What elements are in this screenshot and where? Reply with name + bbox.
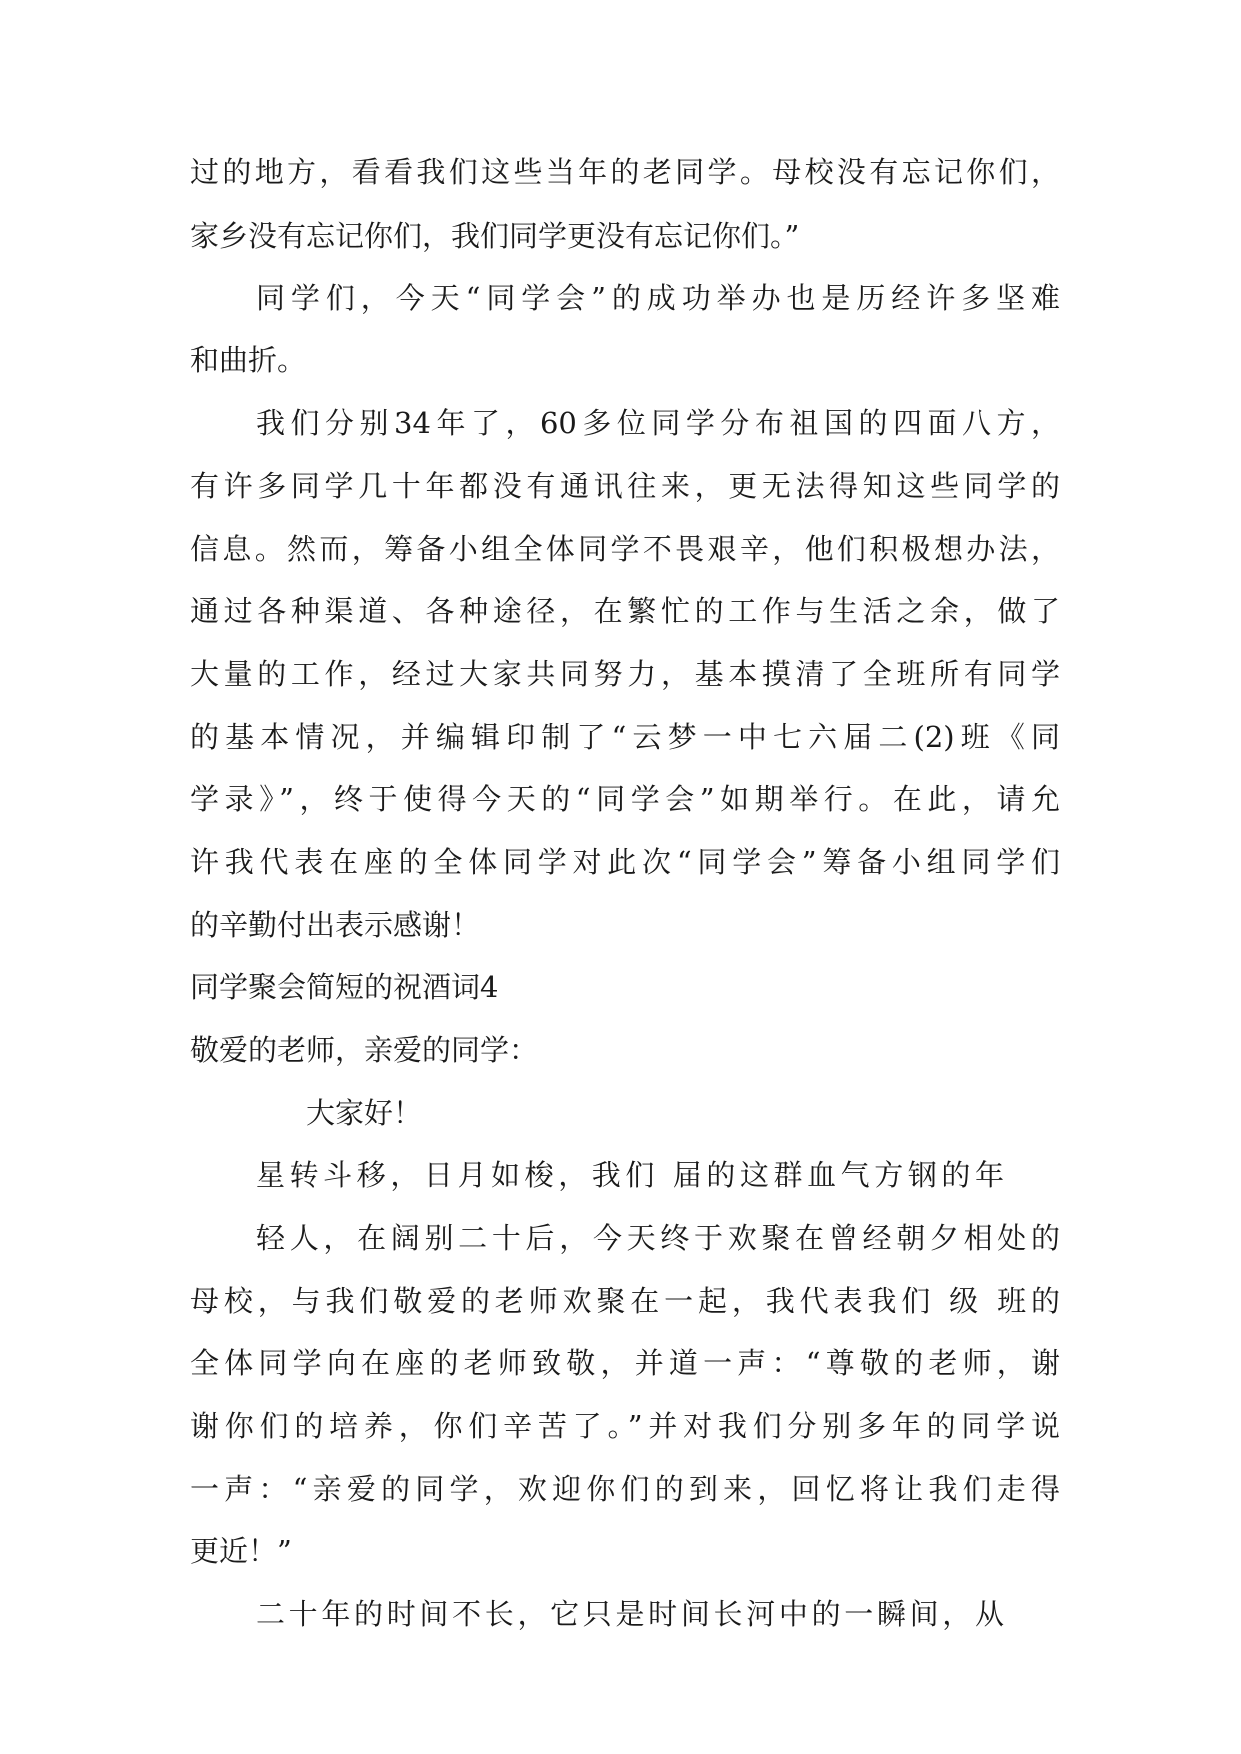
text-line: 我们分别34年了，60多位同学分布祖国的四面八方，	[256, 406, 1060, 440]
text-line: 同学们，今天“同学会”的成功举办也是历经许多坚难	[256, 281, 1060, 315]
text-line: 大量的工作，经过大家共同努力，基本摸清了全班所有同学	[190, 657, 1060, 691]
text-line: 谢你们的培养，你们辛苦了。”并对我们分别多年的同学说	[190, 1409, 1060, 1443]
text-line: 过的地方，看看我们这些当年的老同学。母校没有忘记你们，	[190, 155, 1060, 189]
text-line: 星转斗移，日月如梭，我们 届的这群血气方钢的年	[256, 1158, 1004, 1192]
text-line: 的辛勤付出表示感谢！	[190, 908, 481, 942]
text-line: 和曲折。	[190, 343, 307, 377]
salutation: 敬爱的老师，亲爱的同学：	[190, 1033, 539, 1067]
text-line: 一声：“亲爱的同学，欢迎你们的到来，回忆将让我们走得	[190, 1472, 1060, 1506]
text-line: 轻人，在阔别二十后，今天终于欢聚在曾经朝夕相处的	[256, 1221, 1060, 1255]
text-line: 母校，与我们敬爱的老师欢聚在一起，我代表我们 级 班的	[190, 1284, 1060, 1318]
greeting: 大家好！	[306, 1096, 423, 1130]
text-line: 全体同学向在座的老师致敬，并道一声：“尊敬的老师，谢	[190, 1346, 1060, 1380]
text-line: 二十年的时间不长，它只是时间长河中的一瞬间，从	[256, 1597, 1004, 1631]
text-line: 更近！”	[190, 1534, 292, 1568]
text-line: 信息。然而，筹备小组全体同学不畏艰辛，他们积极想办法，	[190, 532, 1060, 566]
text-line: 有许多同学几十年都没有通讯往来，更无法得知这些同学的	[190, 469, 1060, 503]
text-line: 学录》”，终于使得今天的“同学会”如期举行。在此，请允	[190, 782, 1060, 816]
text-line: 的基本情况，并编辑印制了“云梦一中七六届二(2)班《同	[190, 720, 1060, 754]
text-line: 家乡没有忘记你们，我们同学更没有忘记你们。”	[190, 219, 800, 253]
text-line: 通过各种渠道、各种途径，在繁忙的工作与生活之余，做了	[190, 594, 1060, 628]
section-heading: 同学聚会简短的祝酒词4	[190, 970, 499, 1004]
text-line: 许我代表在座的全体同学对此次“同学会”筹备小组同学们	[190, 845, 1060, 879]
